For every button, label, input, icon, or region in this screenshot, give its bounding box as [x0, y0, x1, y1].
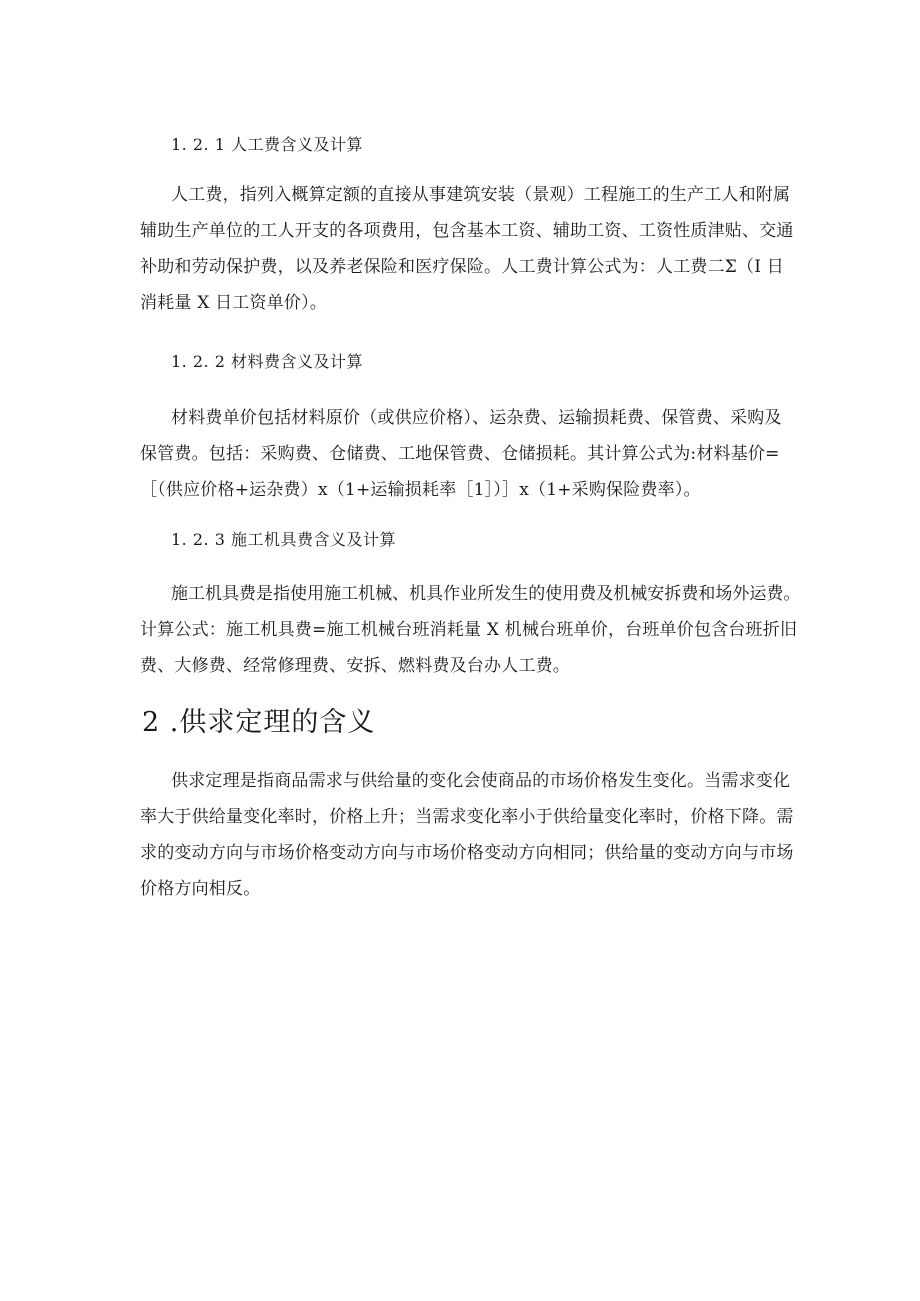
subsection-heading-labor-cost: 1. 2. 1 人工费含义及计算: [171, 135, 363, 154]
text-line: 施工机具费是指使用施工机械、机具作业所发生的使用费及机械安拆费和场外运费。: [171, 584, 801, 604]
text-line: 保管费。包括：采购费、仓储费、工地保管费、仓储损耗。其计算公式为:材料基价=: [140, 444, 780, 464]
text-line: ［（供应价格+运杂费）x（1+运输损耗率［1］）］x（1+采购保险费率）。: [140, 480, 701, 500]
text-line: 费、大修费、经常修理费、安拆、燃料费及台办人工费。: [140, 656, 570, 676]
text-line: 计算公式：施工机具费=施工机械台班消耗量 X 机械台班单价，台班单价包含台班折旧: [140, 620, 798, 640]
text-line: 辅助生产单位的工人开支的各项费用，包含基本工资、辅助工资、工资性质津贴、交通: [140, 221, 794, 241]
text-line: 率大于供给量变化率时，价格上升；当需求变化率小于供给量变化率时，价格下降。需: [140, 807, 794, 827]
subsection-heading-material-cost: 1. 2. 2 材料费含义及计算: [171, 352, 363, 371]
subsection-heading-machinery-cost: 1. 2. 3 施工机具费含义及计算: [171, 530, 396, 549]
text-line: 人工费，指列入概算定额的直接从事建筑安装（景观）工程施工的生产工人和附属: [171, 185, 791, 205]
text-line: 补助和劳动保护费，以及养老保险和医疗保险。人工费计算公式为：人工费二Σ（I 日: [140, 257, 784, 277]
text-line: 消耗量 X 日工资单价）。: [140, 293, 328, 313]
text-line: 求的变动方向与市场价格变动方向与市场价格变动方向相同；供给量的变动方向与市场: [140, 843, 794, 863]
text-line: 材料费单价包括材料原价（或供应价格）、运杂费、运输损耗费、保管费、采购及: [171, 408, 782, 428]
section-heading-supply-demand: 2 .供求定理的含义: [142, 707, 376, 738]
text-line: 供求定理是指商品需求与供给量的变化会使商品的市场价格发生变化。当需求变化: [171, 771, 791, 791]
text-line: 价格方向相反。: [140, 879, 261, 899]
